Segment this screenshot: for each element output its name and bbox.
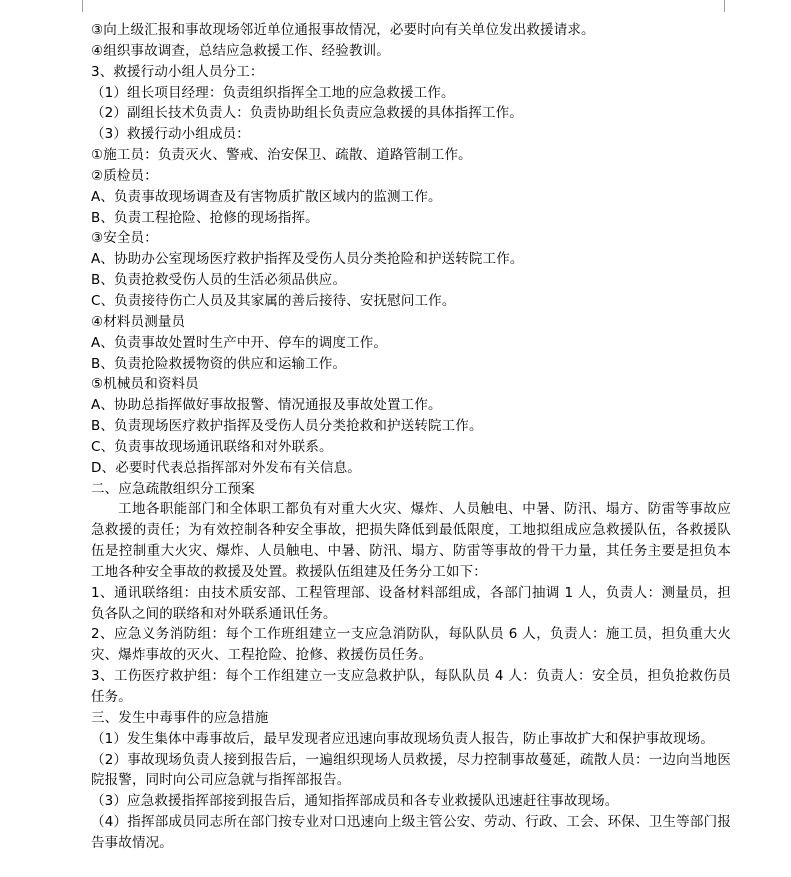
document-body — [91, 20, 731, 854]
text-line: ⑤机械员和资料员 — [91, 376, 199, 393]
text-line: C、负责事故现场通讯联络和对外联系。 — [91, 438, 333, 455]
paragraph-item: 1、通讯联络组：由技术质安部、工程管理部、设备材料部组成，各部门抽调 1 人，负责人：测量员，担负各队之间的联络和对外联系通讯任务。 — [91, 584, 731, 622]
text-line: B、负责工程抢险、抢修的现场指挥。 — [91, 209, 319, 226]
text-line: ④组织事故调查，总结应急救援工作、经验教训。 — [91, 42, 390, 59]
text-line: （3）救援行动小组成员： — [91, 126, 250, 143]
text-line: ③安全员： — [91, 230, 158, 247]
paragraph-item: 3、工伤医疗救护组：每个工作组建立一支应急救护队，每队队员 4 人：负责人：安全员，担负抢救伤员任务。 — [91, 668, 731, 705]
text-line: B、负责抢救受伤人员的生活必须品供应。 — [91, 272, 347, 289]
paragraph-item: 2、应急义务消防组：每个工作班组建立一支应急消防队，每队队员 6 人，负责人：施工员，担负重大火灾、爆炸事故的灭火、工程抢险、抢修、救援伤员任务。 — [91, 626, 731, 664]
text-line: D、必要时代表总指挥部对外发布有关信息。 — [91, 459, 361, 476]
text-line: C、负责接待伤亡人员及其家属的善后接待、安抚慰问工作。 — [91, 292, 456, 309]
text-line: （1）组长项目经理：负责组织指挥全工地的应急救援工作。 — [91, 84, 455, 101]
text-line: （2）副组长技术负责人：负责协助组长负责应急救援的具体指挥工作。 — [91, 105, 523, 122]
section-heading: 3、救援行动小组人员分工： — [91, 63, 264, 80]
section-heading: 三、发生中毒事件的应急措施 — [91, 709, 269, 726]
text-line: ②质检员： — [91, 167, 158, 184]
page-corner-mark-right — [724, 0, 737, 12]
text-line: A、协助总指挥做好事故报警、情况通报及事故处置工作。 — [91, 397, 442, 414]
paragraph-intro: 工地各职能部门和全体职工都负有对重大火灾、爆炸、人员触电、中暑、防汛、塌方、防雷等事故应急救援的责任；为有效控制各种安全事故，把损失降低到最低限度，工地拟组成应急救援队伍，各救援队伍是控制重大火灾、爆炸、人员触电、中暑、防汛、塌方、防雷等事故的骨干力量，其任务主要是担负本工地各种安全事故的救援及处置。救援队伍组建及任务分工如下： — [91, 501, 731, 580]
text-line: A、负责事故现场调查及有害物质扩散区域内的监测工作。 — [91, 188, 442, 205]
text-line: B、负责抢险救援物资的供应和运输工作。 — [91, 355, 347, 372]
text-line: A、协助办公室现场医疗救护指挥及受伤人员分类抢险和护送转院工作。 — [91, 251, 524, 268]
text-line: B、负责现场医疗救护指挥及受伤人员分类抢救和护送转院工作。 — [91, 418, 483, 435]
text-line: ③向上级汇报和事故现场邻近单位通报事故情况，必要时向有关单位发出救援请求。 — [91, 22, 595, 38]
text-line: ④材料员测量员 — [91, 313, 186, 330]
paragraph-measure: （2）事故现场负责人接到报告后，一遍组织现场人员救援，尽力控制事故蔓延，疏散人员：一边向当地医院报警，同时向公司应急就与指挥部报告。 — [91, 751, 731, 789]
section-heading: 二、应急疏散组织分工预案 — [91, 480, 255, 497]
text-line: ①施工员：负责灭火、警戒、治安保卫、疏散、道路管制工作。 — [91, 147, 472, 164]
paragraph-measure: （4）指挥部成员同志所在部门按专业对口迅速向上级主管公安、劳动、行政、工会、环保、卫生等部门报告事故情况。 — [91, 814, 731, 851]
text-line: A、负责事故处置时生产中开、停车的调度工作。 — [91, 334, 388, 351]
paragraph-measure: （1）发生集体中毒事故后，最早发现者应迅速向事故现场负责人报告，防止事故扩大和保护事故现场。 — [91, 730, 714, 747]
page-corner-mark-left — [70, 0, 83, 12]
paragraph-measure: （3）应急救援指挥部接到报告后，通知指挥部成员和各专业救援队迅速赶往事故现场。 — [91, 793, 619, 810]
